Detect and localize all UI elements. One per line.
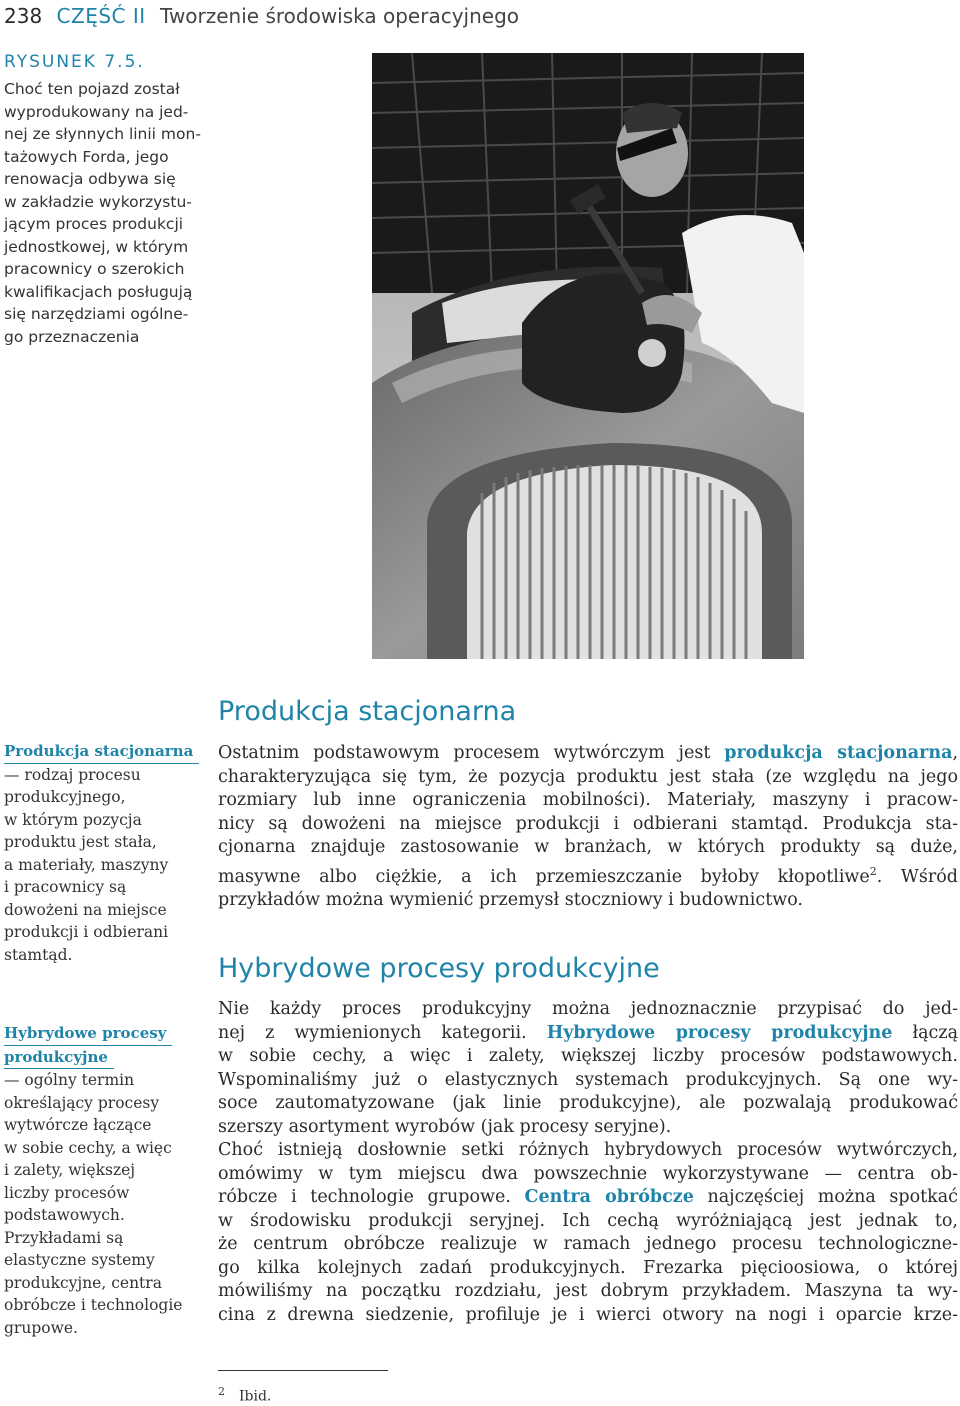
caption-line: Choć ten pojazd został bbox=[4, 80, 180, 98]
caption-line: tażowych Forda, jego bbox=[4, 147, 169, 166]
body-line: omówimy w tym miejscu dwa powszechnie wykorzystywane — centra ob- bbox=[218, 1163, 958, 1184]
body-line: nicy są dowożeni na miejsce produkcji i odbierani stamtąd. Produkcja sta- bbox=[218, 813, 958, 834]
section-body bbox=[218, 998, 958, 1327]
figure-caption bbox=[4, 78, 209, 348]
text: nej z wymienionych kategorii. bbox=[218, 1022, 547, 1043]
margin-note-hybrydowe-procesy bbox=[4, 1022, 204, 1339]
body-line: Wspominaliśmy już o elastycznych systemach produkcyjnych. Są one wy- bbox=[218, 1069, 958, 1090]
body-line: w sobie cechy, a więc i zalety, większej liczby procesów podstawowych. bbox=[218, 1046, 958, 1066]
caption-line: nej ze słynnych linii mon- bbox=[4, 125, 201, 143]
section-heading: Hybrydowe procesy produkcyjne bbox=[218, 953, 660, 984]
body-line: cjonarna znajduje zastosowanie w branżach, w których produkty są duże, bbox=[218, 837, 958, 857]
part-title: Tworzenie środowiska operacyjnego bbox=[160, 4, 520, 28]
margin-line: produkcji i odbierani bbox=[4, 923, 169, 941]
body-line: rozmiary lub inne ograniczenia mobilności). Materiały, maszyny i pracow- bbox=[218, 790, 958, 810]
caption-line: wyprodukowany na jed- bbox=[4, 102, 189, 121]
margin-term: Hybrydowe procesy bbox=[4, 1022, 172, 1046]
margin-line: podstawowych. bbox=[4, 1206, 125, 1224]
caption-line: w zakładzie wykorzystu- bbox=[4, 192, 192, 211]
margin-line: grupowe. bbox=[4, 1318, 78, 1337]
margin-line: stamtąd. bbox=[4, 945, 73, 964]
caption-line: go przeznaczenia bbox=[4, 327, 140, 346]
margin-line: w którym pozycja bbox=[4, 810, 142, 829]
body-line bbox=[218, 1186, 958, 1210]
caption-line: jącym proces produkcji bbox=[4, 215, 184, 233]
body-line bbox=[218, 1022, 958, 1046]
keyword: Hybrydowe procesy produkcyjne bbox=[546, 1022, 893, 1043]
running-head bbox=[4, 4, 519, 28]
body-line: że centrum obróbcze realizuje w ramach jednego procesu technologiczne- bbox=[218, 1234, 958, 1254]
margin-line: obróbcze i technologie bbox=[4, 1296, 183, 1314]
margin-line: liczby procesów bbox=[4, 1183, 130, 1202]
margin-line: produktu jest stała, bbox=[4, 833, 157, 851]
figure-photo bbox=[372, 53, 804, 659]
body-line: szerszy asortyment wyrobów (jak procesy seryjne). bbox=[218, 1116, 672, 1137]
body-line: przykładów można wymienić przemysł stoczniowy i budownictwo. bbox=[218, 889, 803, 910]
text: masywne albo ciężkie, a ich przemieszczanie byłoby kłopotliwe bbox=[218, 866, 870, 887]
caption-line: renowacja odbywa się bbox=[4, 170, 176, 188]
footnote bbox=[218, 1385, 271, 1405]
body-line bbox=[218, 860, 958, 889]
caption-line: kwalifikacjach posługują bbox=[4, 282, 193, 301]
footnote-number: 2 bbox=[218, 1385, 225, 1398]
footnote-text: Ibid. bbox=[239, 1388, 272, 1405]
margin-line: w sobie cechy, a więc bbox=[4, 1138, 172, 1157]
body-line: soce zautomatyzowane (jak linie produkcyjne), ale pozwalają produkować bbox=[218, 1093, 958, 1113]
caption-line: pracownicy o szerokich bbox=[4, 260, 185, 278]
margin-line: i zalety, większej bbox=[4, 1161, 136, 1179]
text: Ostatnim podstawowym procesem wytwórczym jest bbox=[218, 743, 725, 763]
body-line: Choć istnieją dosłownie setki różnych hybrydowych procesów wytwórczych, bbox=[218, 1140, 958, 1160]
body-line: w środowisku produkcji seryjnej. Ich cechą wyróżniającą jest jednak to, bbox=[218, 1210, 958, 1231]
margin-line: — rodzaj procesu bbox=[4, 765, 141, 784]
body-line: Nie każdy proces produkcyjny można jednoznacznie przypisać do jed- bbox=[218, 999, 958, 1019]
margin-term: produkcyjne bbox=[4, 1046, 114, 1070]
margin-line: wytwórcze łączące bbox=[4, 1116, 152, 1134]
body-line: go kilka kolejnych zadań produkcyjnych. Frezarka pięcioosiowa, o której bbox=[218, 1257, 958, 1278]
margin-line: i pracownicy są bbox=[4, 878, 127, 896]
body-line bbox=[218, 742, 958, 766]
margin-line: — ogólny termin bbox=[4, 1071, 135, 1089]
margin-line: dowożeni na miejsce bbox=[4, 900, 167, 919]
caption-line: się narzędziami ogólne- bbox=[4, 305, 189, 323]
body-line: mówiliśmy na początku rozdziału, jest dobrym przykładem. Maszyna ta wy- bbox=[218, 1281, 958, 1301]
part-label: CZĘŚĆ II bbox=[56, 4, 146, 28]
caption-line: jednostkowej, w którym bbox=[4, 237, 189, 256]
keyword: Centra obróbcze bbox=[524, 1187, 694, 1207]
margin-line: produkcyjne, centra bbox=[4, 1273, 162, 1292]
margin-line: elastyczne systemy bbox=[4, 1251, 155, 1269]
text: . Wśród bbox=[876, 866, 959, 887]
car-restoration-photo bbox=[372, 53, 804, 659]
text: łączą bbox=[892, 1022, 959, 1043]
margin-term: Produkcja stacjonarna bbox=[4, 740, 199, 764]
footnote-rule bbox=[218, 1370, 388, 1371]
margin-line: produkcyjnego, bbox=[4, 788, 126, 806]
footnote-ref: 2 bbox=[869, 864, 877, 878]
text: , bbox=[952, 743, 959, 763]
section-body bbox=[218, 742, 958, 912]
margin-line: Przykładami są bbox=[4, 1228, 124, 1247]
page-number: 238 bbox=[4, 4, 43, 28]
figure-label: RYSUNEK 7.5. bbox=[4, 52, 145, 72]
text: najczęściej można spotkać bbox=[693, 1187, 958, 1207]
margin-note-produkcja-stacjonarna bbox=[4, 740, 204, 966]
body-line: cina z drewna siedzenie, profiluje je i wierci otwory na nogi i oparcie krze- bbox=[218, 1304, 958, 1325]
margin-line: określający procesy bbox=[4, 1093, 160, 1112]
margin-line: a materiały, maszyny bbox=[4, 855, 169, 874]
body-line: charakteryzująca się tym, że pozycja produktu jest stała (ze względu na jego bbox=[218, 766, 958, 787]
section-heading: Produkcja stacjonarna bbox=[218, 696, 517, 727]
keyword: produkcja stacjonarna bbox=[724, 743, 953, 763]
text: róbcze i technologie grupowe. bbox=[218, 1187, 525, 1207]
